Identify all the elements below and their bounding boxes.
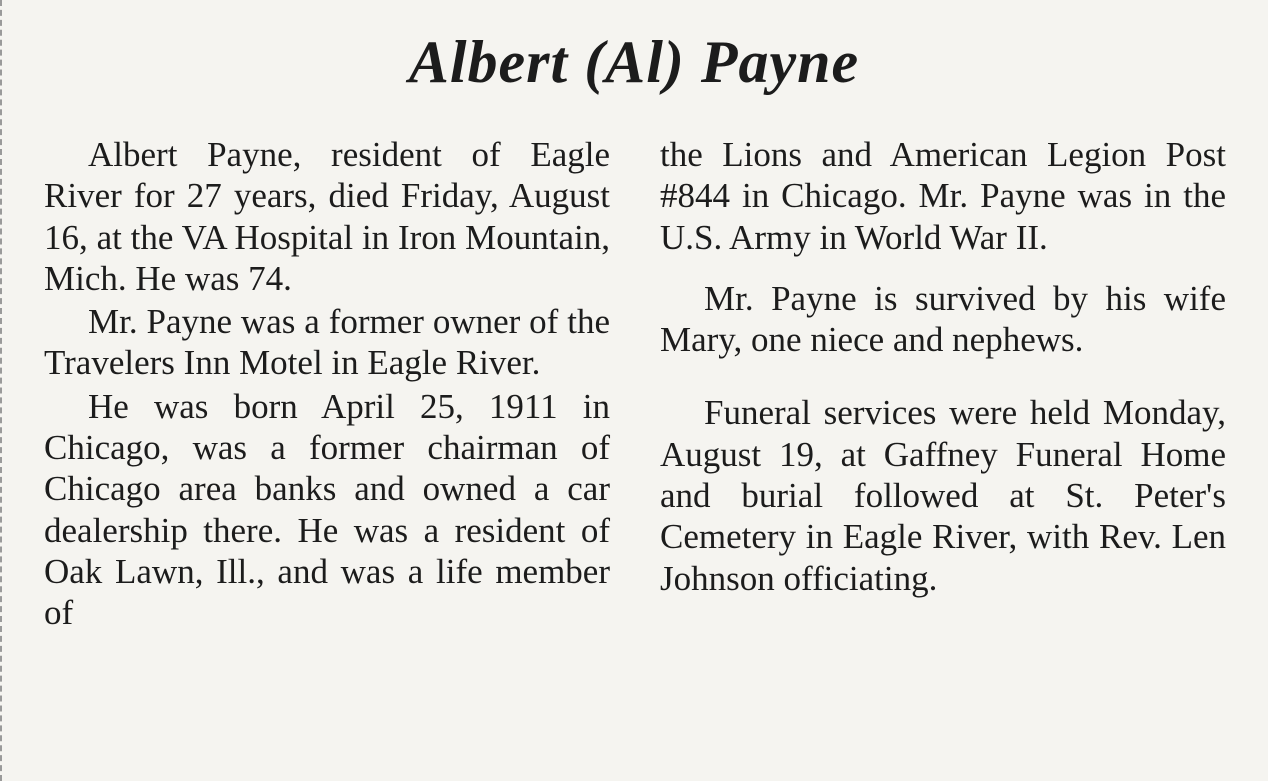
obituary-headline: Albert (Al) Payne [408, 29, 860, 95]
paragraph-death-notice: Albert Payne, resident of Eagle River for 27 years, died Friday, August 16, at the VA Hospital in Iron Mountain, Mich. He was 74. [44, 135, 610, 298]
paragraph-survivors: Mr. Payne is survived by his wife Mary, one niece and nephews. [660, 278, 1226, 360]
paragraph-motel-owner: Mr. Payne was a former owner of the Travelers Inn Motel in Eagle River. [44, 302, 610, 383]
paragraph-funeral-services: Funeral services were held Monday, August 19, at Gaffney Funeral Home and burial followed at St. Peter's Cemetery in Eagle River, with Rev. Len Johnson officiating. [660, 393, 1226, 598]
paragraph-biography: He was born April 25, 1911 in Chicago, was a former chairman of Chicago area banks and owned a car dealership there. He was a resident of Oak Lawn, Ill., and was a life member of [44, 386, 610, 633]
paragraph-biography-continued: the Lions and American Legion Post #844 in Chicago. Mr. Payne was in the U.S. Army in World War II. [660, 135, 1226, 257]
torn-left-edge [0, 0, 6, 781]
right-column [660, 134, 1226, 599]
left-column [44, 134, 610, 634]
